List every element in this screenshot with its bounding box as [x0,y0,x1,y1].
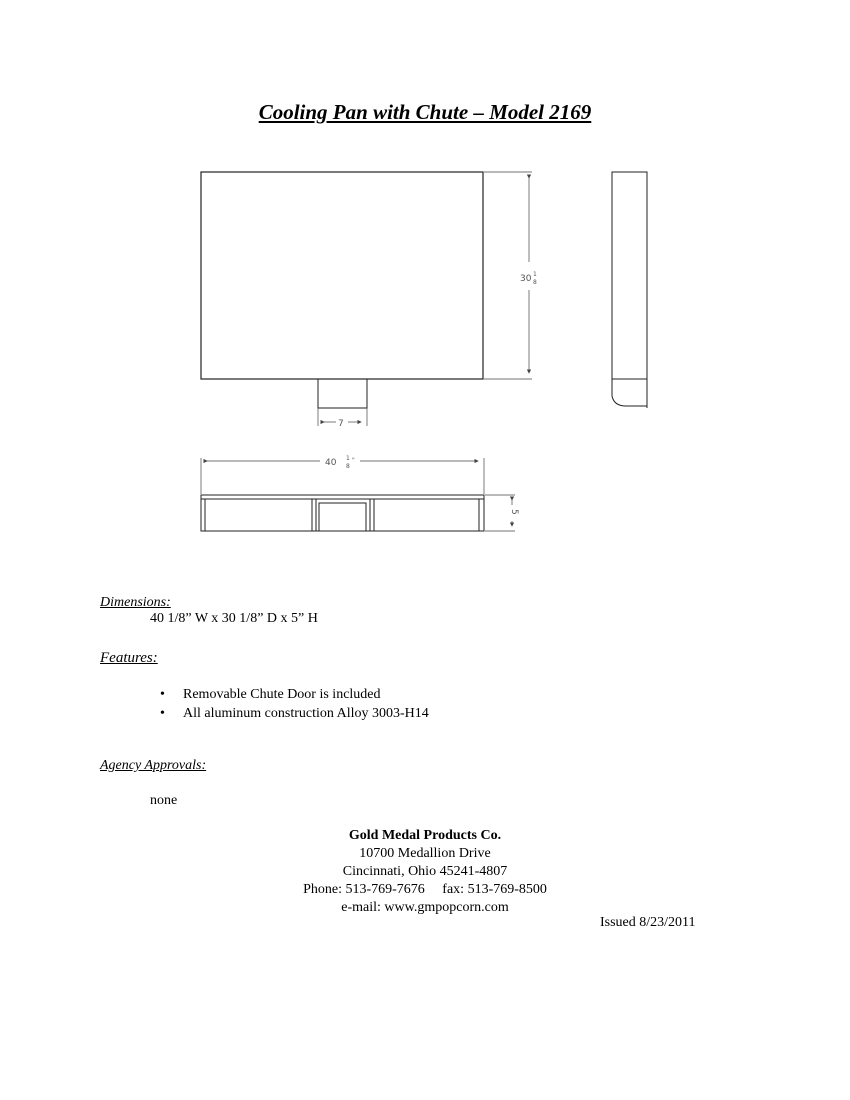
issued-date: Issued 8/23/2011 [600,915,696,930]
company-info [0,827,850,917]
company-address-line2: Cincinnati, Ohio 45241-4807 [342,864,508,879]
front-view [201,495,484,531]
dimensions-value: 40 1/8” W x 30 1/8” D x 5” H [150,611,318,626]
depth-dim-num: 1 [533,271,537,278]
depth-dim-den: 8 [533,279,537,286]
company-name: Gold Medal Products Co. [348,828,502,843]
approvals-value: none [150,793,178,808]
company-phone: Phone: 513-769-7676 fax: 513-769-8500 [303,882,547,897]
height-dim-text: 5 [509,509,519,515]
features-heading: Features: [100,650,158,666]
feature-text: All aluminum construction Alloy 3003-H14 [183,706,429,721]
company-email: e-mail: www.gmpopcorn.com [341,900,509,915]
width-dim-num: 1 [346,455,350,462]
width-dimension [201,458,484,494]
dimensions-heading: Dimensions: [100,595,171,610]
width-dim-whole: 40 [325,458,337,468]
chute-dim-text: 7 [338,419,344,429]
feature-text: Removable Chute Door is included [183,687,381,702]
features-list [160,685,429,723]
top-view-chute [318,379,367,408]
list-item [160,704,429,723]
side-view [612,172,647,408]
list-item [160,685,429,704]
company-address-line1: 10700 Medallion Drive [359,846,491,861]
approvals-heading: Agency Approvals: [100,758,207,773]
bullet-icon: • [160,687,165,702]
bullet-icon: • [160,706,165,721]
page-title: Cooling Pan with Chute – Model 2169 [258,100,592,124]
depth-dim-whole: 30 [520,274,532,284]
width-dim-den: 8 [346,463,350,470]
top-view-pan [201,172,483,379]
width-dim-suffix: " [352,457,355,464]
